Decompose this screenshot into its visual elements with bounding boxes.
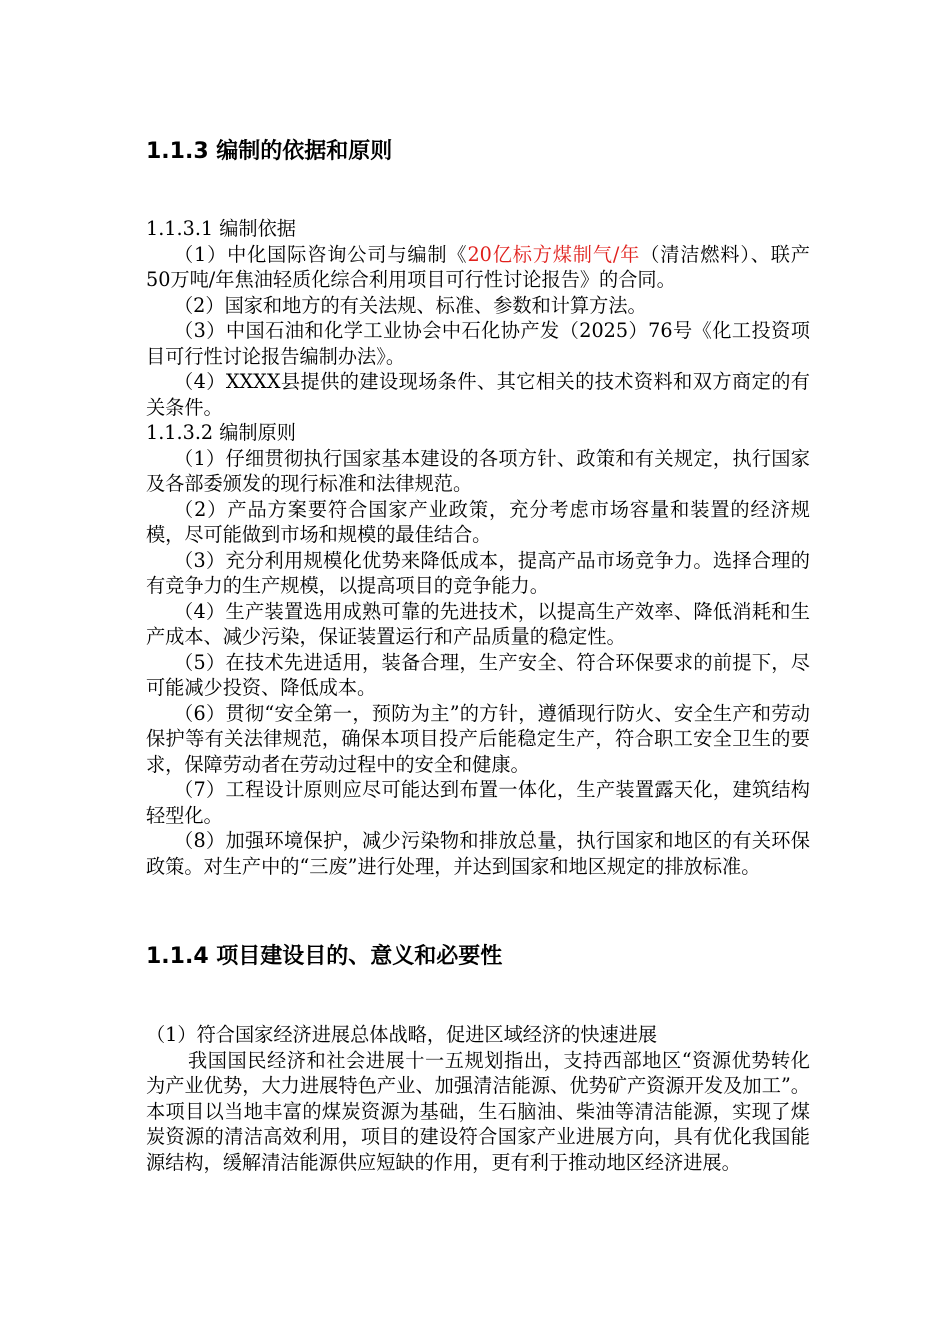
basis-item-1-text-a: （1）中化国际咨询公司与编制《 xyxy=(174,242,468,266)
section-heading-1-1-3: 1.1.3 编制的依据和原则 xyxy=(146,139,393,164)
principle-item-3: （3）充分利用规模化优势来降低成本，提高产品市场竞争力。选择合理的有竞争力的生产规模，以提高项目的竞争能力。 xyxy=(146,548,810,597)
section-1-1-3-body xyxy=(146,216,810,879)
principle-item-4: （4）生产装置选用成熟可靠的先进技术，以提高生产效率、降低消耗和生产成本、减少污染，保证装置运行和产品质量的稳定性。 xyxy=(146,599,810,648)
principle-item-7: （7）工程设计原则应尽可能达到布置一体化，生产装置露天化，建筑结构轻型化。 xyxy=(146,778,810,827)
point-1-body: 我国国民经济和社会进展十一五规划指出，支持西部地区“资源优势转化为产业优势，大力进展特色产业、加强清洁能源、优势矿产资源开发及加工”。本项目以当地丰富的煤炭资源为基础，生石脑油、柴油等清洁能源，实现了煤炭资源的清洁高效利用，项目的建设符合国家产业进展方向，具有优化我国能源结构，缓解清洁能源供应短缺的作用，更有利于推动地区经济进展。 xyxy=(146,1048,810,1174)
basis-item-4: （4）XXXX县提供的建设现场条件、其它相关的技术资料和双方商定的有关条件。 xyxy=(146,370,810,419)
basis-item-1 xyxy=(146,242,810,293)
section-1-1-4-body xyxy=(146,1022,810,1175)
principle-item-8: （8）加强环境保护，减少污染物和排放总量，执行国家和地区的有关环保政策。对生产中的“三废”进行处理，并达到国家和地区规定的排放标准。 xyxy=(146,829,810,878)
subsection-title-principles: 1.1.3.2 编制原则 xyxy=(146,421,296,444)
basis-item-1-text-b: （清洁燃料）、联产 50万吨/年焦油轻质化综合利用项目可行性讨论报告》的合同。 xyxy=(146,242,810,291)
subsection-title-basis: 1.1.3.1 编制依据 xyxy=(146,217,296,240)
basis-item-1-highlight: 20亿标方煤制气/年 xyxy=(467,242,641,266)
principle-item-5: （5）在技术先进适用，装备合理，生产安全、符合环保要求的前提下，尽可能减少投资、降低成本。 xyxy=(146,650,810,699)
principle-item-6: （6）贯彻“安全第一，预防为主”的方针，遵循现行防火、安全生产和劳动保护等有关法律规范，确保本项目投产后能稳定生产，符合职工安全卫生的要求，保障劳动者在劳动过程中的安全和健康。 xyxy=(146,701,810,776)
principle-item-2: （2）产品方案要符合国家产业政策，充分考虑市场容量和装置的经济规模，尽可能做到市场和规模的最佳结合。 xyxy=(146,497,810,546)
point-1-title: （1）符合国家经济进展总体战略，促进区域经济的快速进展 xyxy=(146,1023,658,1046)
principle-item-1: （1）仔细贯彻执行国家基本建设的各项方针、政策和有关规定，执行国家及各部委颁发的现行标准和法律规范。 xyxy=(146,446,810,495)
basis-item-3: （3）中国石油和化学工业协会中石化协产发（2025）76号《化工投资项目可行性讨论报告编制办法》。 xyxy=(146,319,810,368)
section-heading-1-1-4: 1.1.4 项目建设目的、意义和必要性 xyxy=(146,944,503,969)
basis-item-2: （2）国家和地方的有关法规、标准、参数和计算方法。 xyxy=(174,293,647,317)
